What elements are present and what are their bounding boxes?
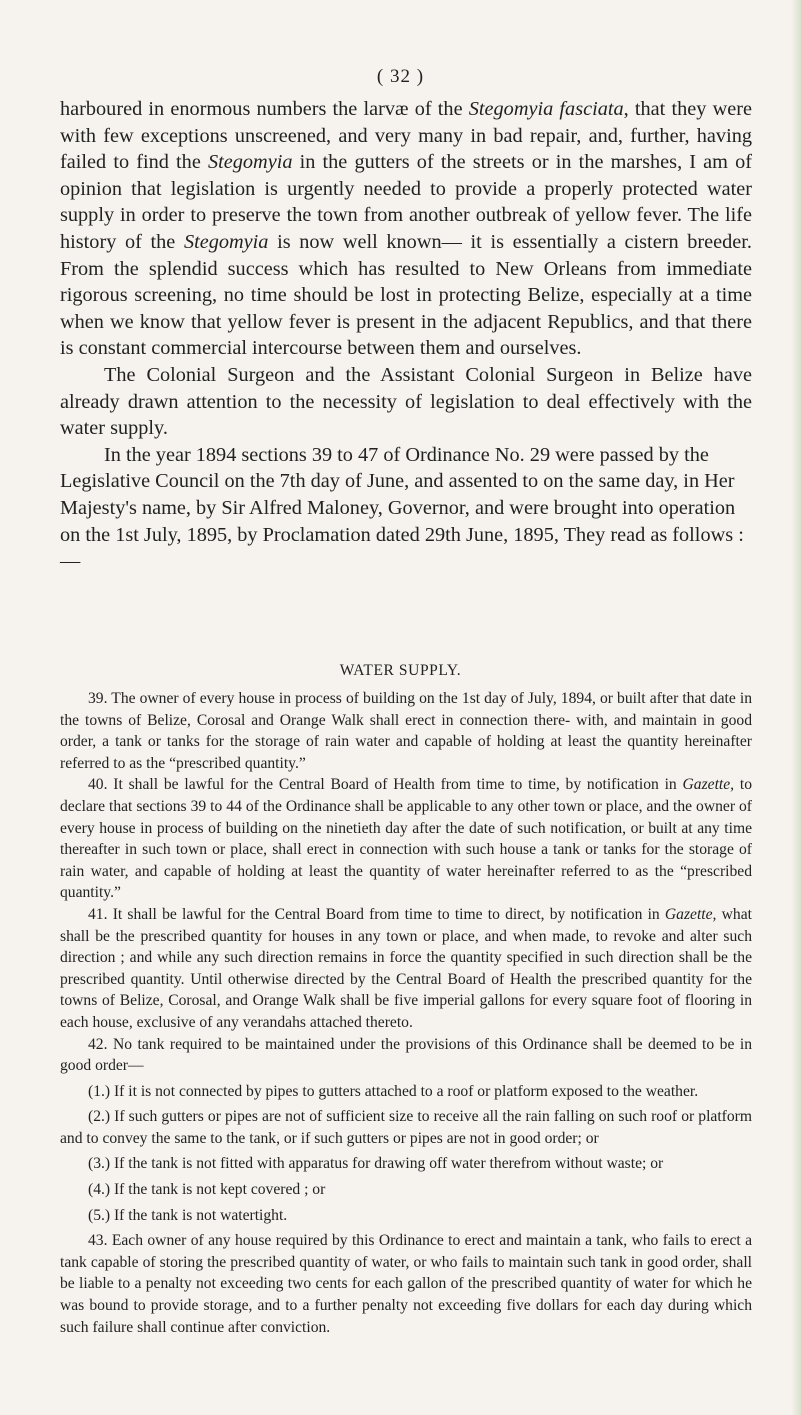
text-run: 41. It shall be lawful for the Central Board from time to time to direct, by notification in <box>88 905 665 923</box>
text-run: , that they were with few exceptions unscreened, and very many in bad repair, and, further, having failed to find the <box>60 98 752 174</box>
ordinance-text <box>60 688 752 1338</box>
page-edge-shadow <box>791 0 801 1415</box>
text-run: harboured in enormous numbers the larvæ of the <box>60 98 469 120</box>
italic-gazette: Gazette, <box>664 905 717 923</box>
section-40 <box>60 774 752 904</box>
text-run: is now well known— it is essentially a cistern breeder. From the splendid success which has resulted to New Orleans from immediate rigorous screening, no time should be lost in protecting Belize, especially at a time when we know that yellow fever is present in the adjacent Republics, and that there is constant commercial intercourse between them and ourselves. <box>60 230 752 360</box>
italic-species-name: Stegomyia fasciata <box>468 98 624 120</box>
text-run: to declare that sections 39 to 44 of the Ordinance shall be applicable to any other town or place, and the owner of every house in process of building on the ninetieth day after the date of such notification, or built at any time thereafter in such town or place, shall erect in connection with such house a tank or tanks for the storage of rain water, and capable of holding at least the quantity of water hereinafter referred to as the “prescribed quantity.” <box>60 776 753 902</box>
section-42-clause-4: (4.) If the tank is not kept covered ; or <box>88 1181 326 1199</box>
intro-paragraph-1 <box>60 96 752 362</box>
italic-species-name: Stegomyia <box>207 151 293 174</box>
italic-gazette: Gazette, <box>682 776 735 794</box>
text-run: what shall be the prescribed quantity for houses in any town or place, and when made, to revoke and alter such direction ; and while any such direction remains in force the quantity specified in such direction shall be the prescribed quantity. Until otherwise directed by the Central Board of Health the prescribed quantity for the towns of Belize, Corosal, and Orange Walk shall be five imperial gallons for every square foot of flooring in each house, exclusive of any verandahs attached thereto. <box>60 905 752 1031</box>
section-title: WATER SUPPLY. <box>339 662 462 679</box>
intro-paragraph-3: In the year 1894 sections 39 to 47 of Ordinance No. 29 were passed by the Legislative Council on the 7th day of June, and assented to on the same day, in Her Majesty's name, by Sir Alfred Maloney, Governor, and were brought into operation on the 1st July, 1895, by Proclamation dated 29th June, 1895, They read as follows :— <box>60 443 744 573</box>
text-run: in the gutters of the streets or in the marshes, I am of opinion that legislation is urgently needed to provide a properly protected water supply in order to preserve the town from another outbreak of yellow fever. The life history of the <box>60 151 752 253</box>
section-39: 39. The owner of every house in process of building on the 1st day of July, 1894, or built after that date in the towns of Belize, Corosal and Orange Walk shall erect in connection there- with, and maintain in good order, a tank or tanks for the storage of rain water and capable of holding at least the quantity hereinafter referred to as the “prescribed quantity.” <box>60 690 752 772</box>
intro-paragraph-2: The Colonial Surgeon and the Assistant Colonial Surgeon in Belize have already drawn attention to the necessity of legislation to deal effectively with the water supply. <box>60 363 752 440</box>
page-number: ( 32 ) <box>376 66 425 87</box>
section-42-clause-3: (3.) If the tank is not fitted with apparatus for drawing off water therefrom without waste; or <box>88 1155 664 1173</box>
section-42-clause-1: (1.) If it is not connected by pipes to gutters attached to a roof or platform exposed to the weather. <box>88 1082 699 1100</box>
text-run: 40. It shall be lawful for the Central Board of Health from time to time, by notification in <box>88 776 683 794</box>
italic-species-name: Stegomyia <box>183 230 269 253</box>
section-42: 42. No tank required to be maintained under the provisions of this Ordinance shall be deemed to be in good order— <box>60 1035 752 1075</box>
section-43: 43. Each owner of any house required by this Ordinance to erect and maintain a tank, who fails to erect a tank capable of storing the prescribed quantity of water, or who fails to maintain such tank in good order, shall be liable to a penalty not exceeding two cents for each gallon of the prescribed quantity of water for which he was bound to provide storage, and to a further penalty not exceeding five dollars for each day during which such failure shall continue after conviction. <box>60 1232 752 1336</box>
section-42-clause-2: (2.) If such gutters or pipes are not of sufficient size to receive all the rain falling on such roof or platform and to convey the same to the tank, or if such gutters or pipes are not in good order; or <box>60 1108 752 1147</box>
section-41 <box>60 904 752 1034</box>
intro-text <box>60 96 752 575</box>
section-42-clause-5: (5.) If the tank is not watertight. <box>88 1206 288 1224</box>
